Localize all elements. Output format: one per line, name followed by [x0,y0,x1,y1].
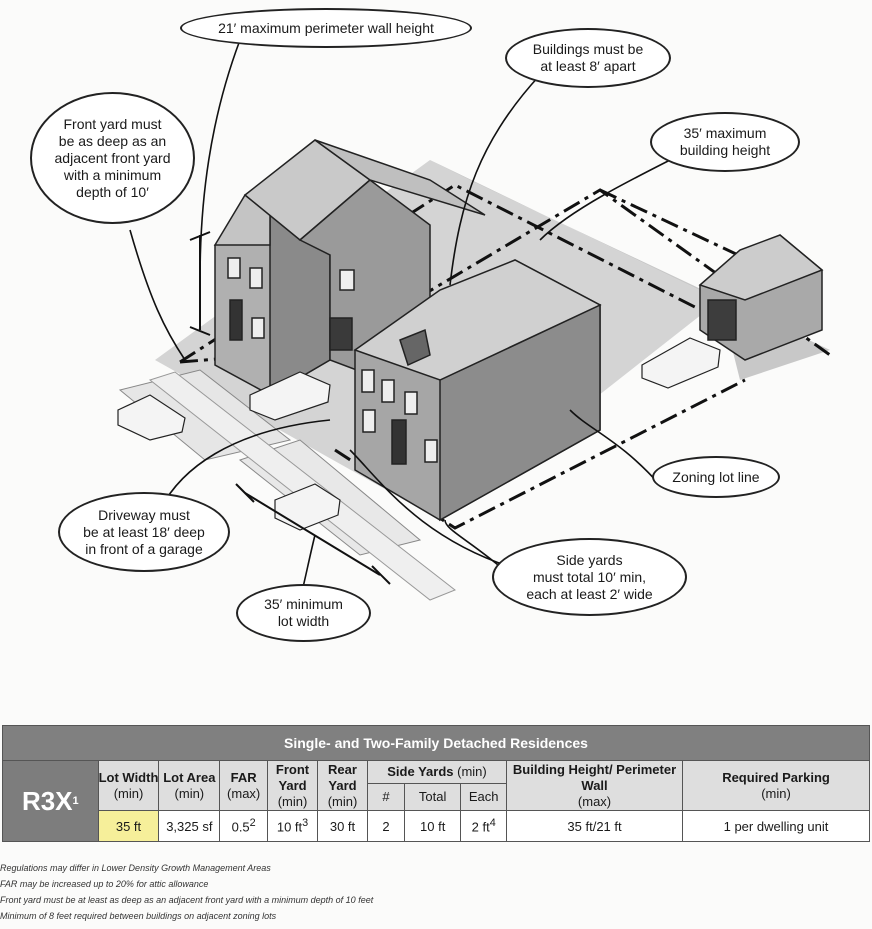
cell-side-each: 2 $ft^4$ [461,811,507,842]
header-side-yards: Side Yards (min) [367,761,506,784]
callout-side-yards: Side yards must total 10′ min, each at least 2′ wide [492,538,687,616]
cell-building-height: 35 ft/21 ft [507,811,683,842]
footnote-4: Minimum of 8 feet required between buildings on adjacent zoning lots [0,911,277,921]
zoning-requirements-table [2,725,870,842]
zone-label: $R3X^1$ [3,761,99,842]
cell-lot-width: 35 ft [98,811,159,842]
cell-rear-yard: 30 ft [318,811,368,842]
cell-side-num: 2 [367,811,404,842]
header-side-num: # [367,784,404,811]
table-row [3,811,870,842]
header-front-yard: Front Yard (min) [268,761,318,811]
header-lot-width: Lot Width (min) [98,761,159,811]
header-side-each: Each [461,784,507,811]
header-building-height: Building Height/ Perimeter Wall (max) [507,761,683,811]
table-title: Single- and Two-Family Detached Residences [3,726,870,761]
footnote-2: FAR may be increased up to 20% for attic allowance [0,879,209,889]
footnote-1: Regulations may differ in Lower Density Growth Management Areas [0,863,271,873]
callout-driveway: Driveway must be at least 18′ deep in front of a garage [58,492,230,572]
cell-lot-area: 3,325 sf [159,811,220,842]
header-far: FAR (max) [220,761,268,811]
footnote-3: Front yard must be at least as deep as an adjacent front yard with a minimum depth of 10 feet [0,895,374,905]
header-parking: Required Parking (min) [683,761,870,811]
callout-perimeter-wall: 21′ maximum perimeter wall height [180,8,472,48]
footnotes [0,860,872,924]
cell-side-total: 10 ft [404,811,460,842]
header-rear-yard: Rear Yard (min) [318,761,368,811]
cell-parking: 1 per dwelling unit [683,811,870,842]
callout-lot-width: 35′ minimum lot width [236,584,371,642]
cell-front-yard: 10 $ft^3$ [268,811,318,842]
cell-far: $0.5^2$ [220,811,268,842]
callout-buildings-apart: Buildings must be at least 8′ apart [505,28,671,88]
callout-building-height: 35′ maximum building height [650,112,800,172]
header-side-total: Total [404,784,460,811]
header-lot-area: Lot Area (min) [159,761,220,811]
callout-zoning-lot-line: Zoning lot line [652,456,780,498]
callout-front-yard: Front yard must be as deep as an adjacent front yard with a minimum depth of 10′ [30,92,195,224]
